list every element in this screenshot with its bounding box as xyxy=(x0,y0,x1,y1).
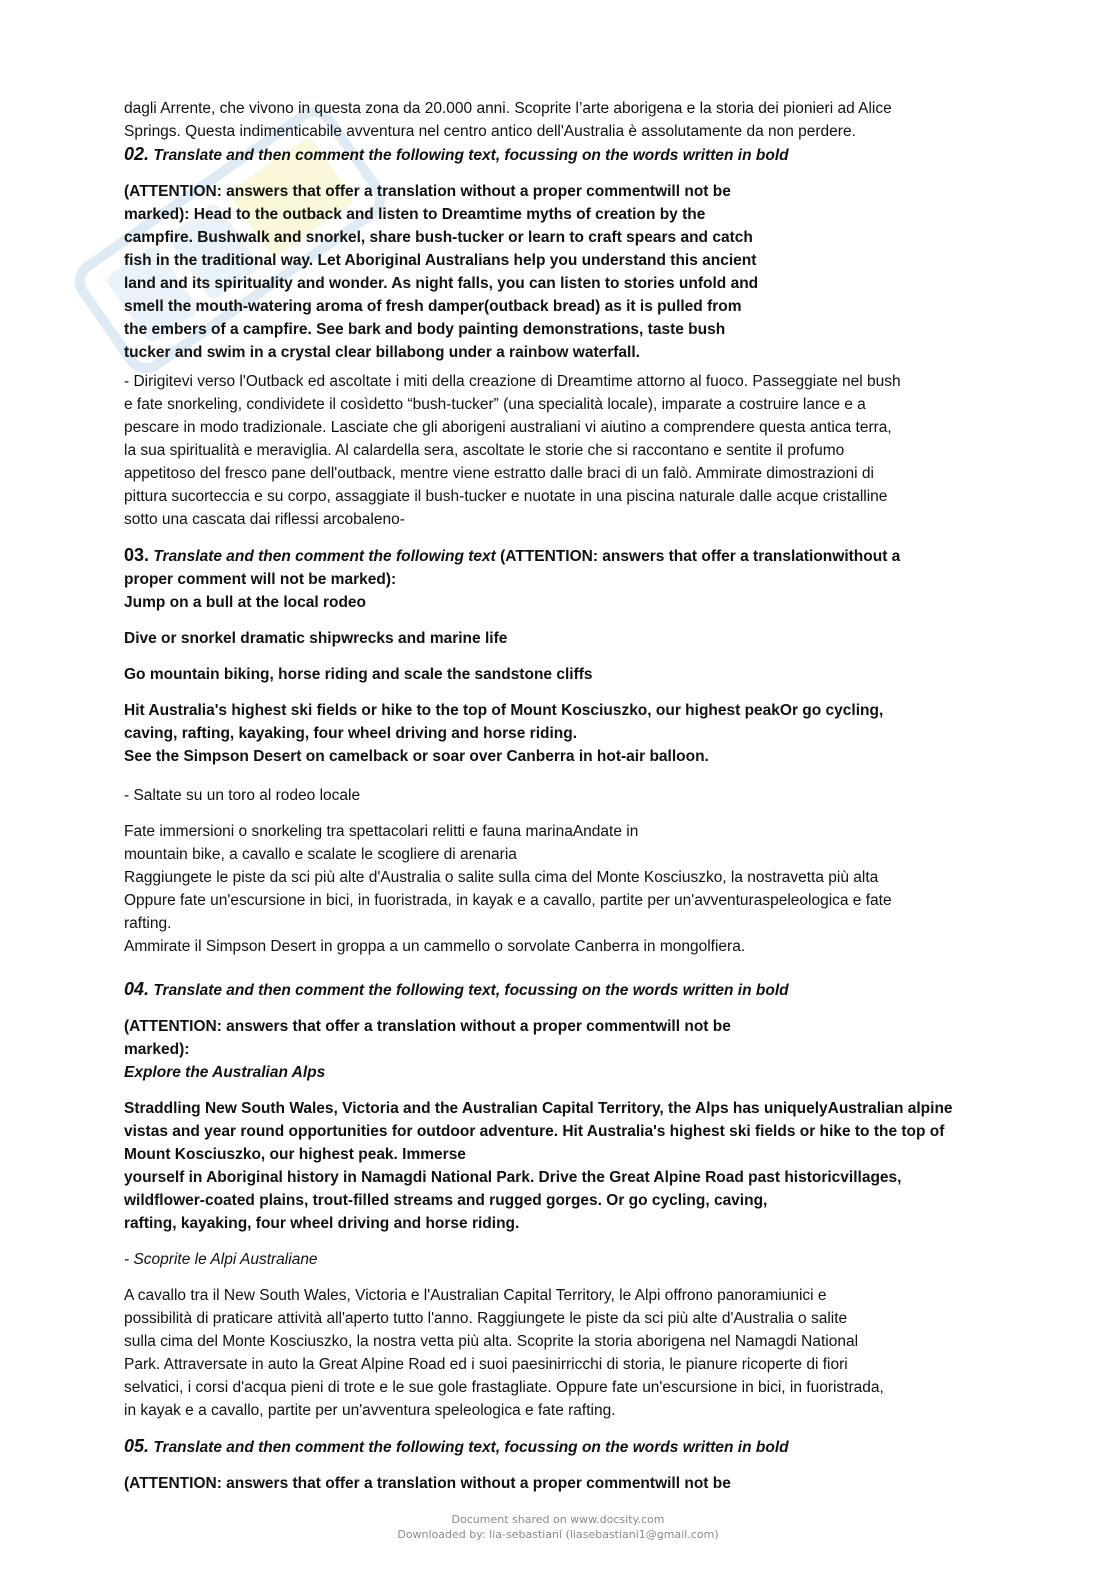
translation-line: sotto una cascata dai riflessi arcobaleno- xyxy=(124,511,405,528)
question-number: 03. xyxy=(124,545,150,565)
source-item: caving, rafting, kayaking, four wheel driving and horse riding. xyxy=(124,725,578,742)
source-item: Hit Australia's highest ski fields or hike to the top of Mount Kosciuszko, our highest peakOr go cycling, xyxy=(124,702,884,719)
source-item: Jump on a bull at the local rodeo xyxy=(124,594,366,611)
translation-line: mountain bike, a cavallo e scalate le scogliere di arenaria xyxy=(124,846,517,863)
translation-line: in kayak e a cavallo, partite per un'avventura speleologica e fate rafting. xyxy=(124,1402,616,1419)
source-line: fish in the traditional way. Let Aboriginal Australians help you understand this ancient xyxy=(124,252,757,269)
translation-line: Oppure fate un'escursione in bici, in fuoristrada, in kayak e a cavallo, partite per un'avventuraspeleologica e fate xyxy=(124,892,892,909)
translation-line: Raggiungete le piste da sci più alte d'Australia o salite sulla cima del Monte Kosciuszko, la nostravetta più alta xyxy=(124,869,879,886)
translation-line: e fate snorkeling, condividete il cosìdetto “bush-tucker” (una specialità locale), imparate a costruire lance e a xyxy=(124,396,866,413)
question-03-translation xyxy=(124,820,1004,958)
question-attention: proper comment will not be marked): xyxy=(124,571,397,588)
question-instruction: Translate and then comment the following text, focussing on the words written in bold xyxy=(153,982,789,999)
question-instruction: Translate and then comment the following text xyxy=(153,548,496,565)
question-attention: (ATTENTION: answers that offer a translation without a proper commentwill not be xyxy=(124,1018,731,1035)
source-line: (ATTENTION: answers that offer a translation without a proper commentwill not be xyxy=(124,183,731,200)
question-attention: marked): xyxy=(124,1041,190,1058)
translation-line: - Dirigitevi verso l'Outback ed ascoltate i miti della creazione di Dreamtime attorno al fuoco. Passeggiate nel bush xyxy=(124,373,901,390)
question-attention: (ATTENTION: answers that offer a translation without a proper commentwill not be xyxy=(124,1475,731,1492)
question-02-source-text xyxy=(124,180,1004,364)
question-02-translation xyxy=(124,370,1004,531)
source-item: See the Simpson Desert on camelback or soar over Canberra in hot-air balloon. xyxy=(124,748,709,765)
footer-download-notice: Downloaded by: lia-sebastiani (liasebastiani1@gmail.com) xyxy=(397,1528,719,1541)
question-number: 04. xyxy=(124,979,150,999)
source-line: tucker and swim in a crystal clear billabong under a rainbow waterfall. xyxy=(124,344,640,361)
source-line: marked): Head to the outback and listen to Dreamtime myths of creation by the xyxy=(124,206,706,223)
source-line: vistas and year round opportunities for outdoor adventure. Hit Australia's highest ski fields or hike to the top of xyxy=(124,1123,945,1140)
translation-title: - Scoprite le Alpi Australiane xyxy=(124,1251,318,1268)
intro-line: Springs. Questa indimenticabile avventura nel centro antico dell'Australia è assolutamente da non perdere. xyxy=(124,123,856,140)
source-line: Mount Kosciuszko, our highest peak. Immerse xyxy=(124,1146,466,1163)
source-item: Dive or snorkel dramatic shipwrecks and marine life xyxy=(124,630,508,647)
translation-line: A cavallo tra il New South Wales, Victoria e l'Australian Capital Territory, le Alpi offrono panoramiunici e xyxy=(124,1287,827,1304)
translation-line: sulla cima del Monte Kosciuszko, la nostra vetta più alta. Scoprite la storia aborigena nel Namagdi National xyxy=(124,1333,859,1350)
translation-line: Ammirate il Simpson Desert in groppa a un cammello o sorvolate Canberra in mongolfiera. xyxy=(124,938,746,955)
translation-line: appetitoso del fresco pane dell'outback, mentre viene estratto dalle braci di un falò. Ammirate dimostrazioni di xyxy=(124,465,874,482)
translation-line: la sua spiritualità e meraviglia. Al calardella sera, ascoltate le storie che si raccontano e sentite il profumo xyxy=(124,442,845,459)
translation-line: pittura sucorteccia e su corpo, assaggiate il bush-tucker e nuotate in una piscina naturale dalle acque cristalline xyxy=(124,488,888,505)
source-line: rafting, kayaking, four wheel driving and horse riding. xyxy=(124,1215,520,1232)
source-item-group xyxy=(124,699,1004,768)
source-line: smell the mouth-watering aroma of fresh damper(outback bread) as it is pulled from xyxy=(124,298,742,315)
source-line: the embers of a campfire. See bark and body painting demonstrations, taste bush xyxy=(124,321,726,338)
translation-line: selvatici, i corsi d'acqua pieni di trote e le sue gole frastagliate. Oppure fate un'escursione in bici, in fuoristrada, xyxy=(124,1379,884,1396)
question-04-heading xyxy=(124,978,1004,1002)
translation-line: possibilità di praticare attività all'aperto tutto l'anno. Raggiungete le piste da sci più alte d'Australia o salite xyxy=(124,1310,848,1327)
translation-line: Fate immersioni o snorkeling tra spettacolari relitti e fauna marinaAndate in xyxy=(124,823,639,840)
question-03-items xyxy=(124,568,1004,614)
source-line: land and its spirituality and wonder. As night falls, you can listen to stories unfold and xyxy=(124,275,759,292)
question-04-attention xyxy=(124,1015,1004,1084)
source-line: yourself in Aboriginal history in Namagdi National Park. Drive the Great Alpine Road past historicvillages, xyxy=(124,1169,902,1186)
translation-line: rafting. xyxy=(124,915,172,932)
translation-line: - Saltate su un toro al rodeo locale xyxy=(124,787,361,804)
question-04-source-text xyxy=(124,1097,1004,1235)
source-line: Straddling New South Wales, Victoria and the Australian Capital Territory, the Alps has uniquelyAustralian alpine xyxy=(124,1100,953,1117)
question-number: 05. xyxy=(124,1436,150,1456)
source-line: campfire. Bushwalk and snorkel, share bush-tucker or learn to craft spears and catch xyxy=(124,229,753,246)
question-04-translation xyxy=(124,1284,1004,1422)
translation-line: Park. Attraversate in auto la Great Alpine Road ed i suoi paesinirricchi di storia, le pianure ricoperte di fiori xyxy=(124,1356,848,1373)
question-instruction: Translate and then comment the following text, focussing on the words written in bold xyxy=(153,1439,789,1456)
source-item: Go mountain biking, horse riding and scale the sandstone cliffs xyxy=(124,666,593,683)
question-instruction: Translate and then comment the following text, focussing on the words written in bold xyxy=(153,147,789,164)
intro-paragraph xyxy=(124,97,1004,143)
question-number: 02. xyxy=(124,144,150,164)
intro-line: dagli Arrente, che vivono in questa zona da 20.000 anni. Scoprite l’arte aborigena e la storia dei pionieri ad Alice xyxy=(124,100,892,117)
source-title: Explore the Australian Alps xyxy=(124,1064,326,1081)
footer-shared-notice: Document shared on www.docsity.com xyxy=(451,1513,665,1526)
document-content xyxy=(124,97,1004,1495)
source-line: wildflower-coated plains, trout-filled streams and rugged gorges. Or go cycling, caving, xyxy=(124,1192,768,1209)
question-03-heading xyxy=(124,544,1004,568)
translation-line: pescare in modo tradizionale. Lasciate che gli aborigeni australiani vi aiutino a comprendere questa antica terra, xyxy=(124,419,892,436)
question-attention: (ATTENTION: answers that offer a translationwithout a xyxy=(500,548,901,565)
question-05-heading xyxy=(124,1435,1004,1459)
question-02-heading xyxy=(124,143,1004,167)
